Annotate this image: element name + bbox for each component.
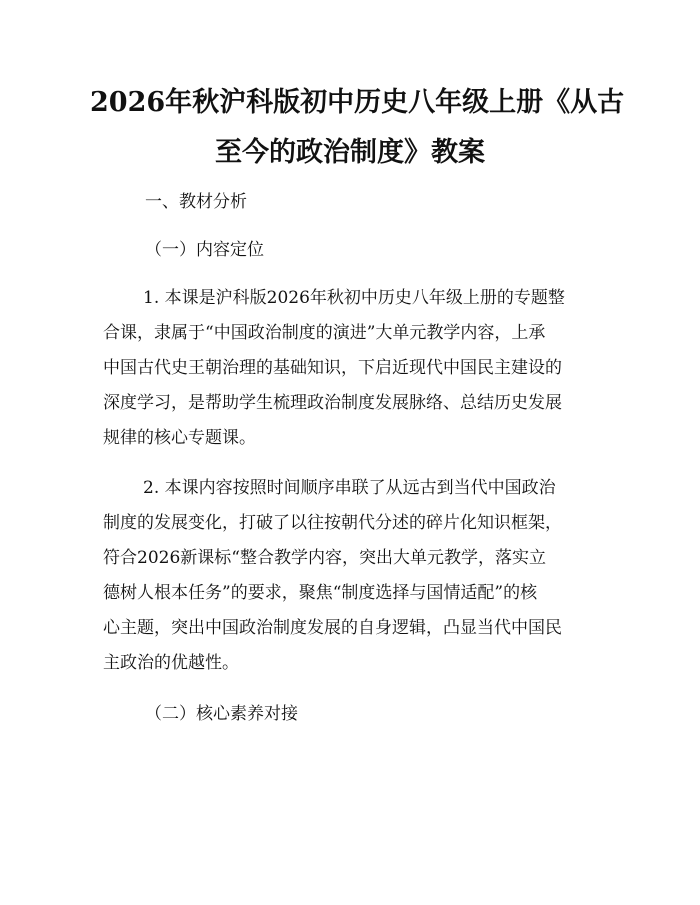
paragraph-line: 1. 本课是沪科版2026年秋初中历史八年级上册的专题整 [143,288,565,308]
subsection-heading-core-competencies: （二）核心素养对接 [145,704,298,724]
document-title-line-1: 2026年秋沪科版初中历史八年级上册《从古 [90,87,625,118]
paragraph-line: 2. 本课内容按照时间顺序串联了从远古到当代中国政治 [143,478,556,498]
paragraph-line: 规律的核心专题课。 [103,428,256,448]
subsection-heading-content-positioning: （一）内容定位 [145,240,264,260]
section-heading-textbook-analysis: 一、教材分析 [145,192,247,212]
paragraph-line: 符合2026新课标“整合教学内容，突出大单元教学，落实立 [103,548,546,568]
paragraph-line: 德树人根本任务”的要求，聚焦“制度选择与国情适配”的核 [103,583,538,603]
paragraph-line: 合课，隶属于“中国政治制度的演进”大单元教学内容，上承 [103,323,546,343]
paragraph-line: 主政治的优越性。 [103,653,239,673]
paragraph-line: 深度学习，是帮助学生梳理政治制度发展脉络、总结历史发展 [103,393,562,413]
paragraph-line: 中国古代史王朝治理的基础知识，下启近现代中国民主建设的 [103,358,562,378]
paragraph-line: 制度的发展变化，打破了以往按朝代分述的碎片化知识框架， [103,513,562,533]
document-title-line-2: 至今的政治制度》教案 [215,137,485,168]
paragraph-line: 心主题，突出中国政治制度发展的自身逻辑，凸显当代中国民 [103,618,562,638]
paragraph-1 [103,281,603,456]
paragraph-2 [103,471,603,681]
